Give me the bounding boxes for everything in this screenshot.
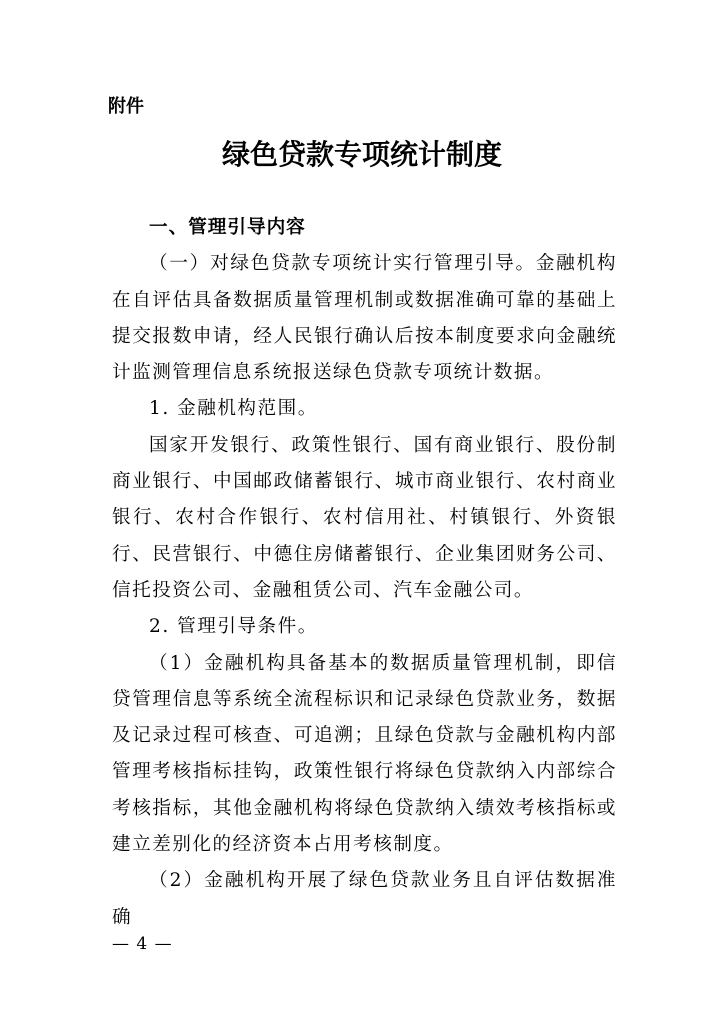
paragraph-institution-list: 国家开发银行、政策性银行、国有商业银行、股份制商业银行、中国邮政储蓄银行、城市商业银行、农村商业银行、农村合作银行、农村信用社、村镇银行、外资银行、民营银行、中德住房储蓄银行、企业集团财务公司、信托投资公司、金融租赁公司、汽车金融公司。 (112, 434, 617, 601)
paragraph-condition-2: （2）金融机构开展了绿色贷款业务且自评估数据准确 (112, 870, 617, 928)
paragraph-management-guidance: （一）对绿色贷款专项统计实行管理引导。金融机构在自评估具备数据质量管理机制或数据准确可靠的基础上提交报数申请，经人民银行确认后按本制度要求向金融统计监测管理信息系统报送绿色贷款专项统计数据。 (112, 253, 617, 384)
paragraph-institution-scope-heading: 1. 金融机构范围。 (149, 398, 318, 420)
document-body (112, 210, 617, 928)
paragraph-conditions-heading: 2. 管理引导条件。 (149, 616, 318, 638)
paragraph-condition-1: （1）金融机构具备基本的数据质量管理机制，即信贷管理信息等系统全流程标识和记录绿色贷款业务，数据及记录过程可核查、可追溯；且绿色贷款与金融机构内部管理考核指标挂钩，政策性银行将绿色贷款纳入内部综合考核指标，其他金融机构将绿色贷款纳入绩效考核指标或建立差别化的经济资本占用考核制度。 (112, 652, 617, 856)
page-number: — 4 — (112, 934, 173, 954)
section-heading: 一、管理引导内容 (149, 217, 306, 238)
attachment-label: 附件 (108, 96, 144, 117)
document-title: 绿色贷款专项统计制度 (221, 138, 502, 171)
